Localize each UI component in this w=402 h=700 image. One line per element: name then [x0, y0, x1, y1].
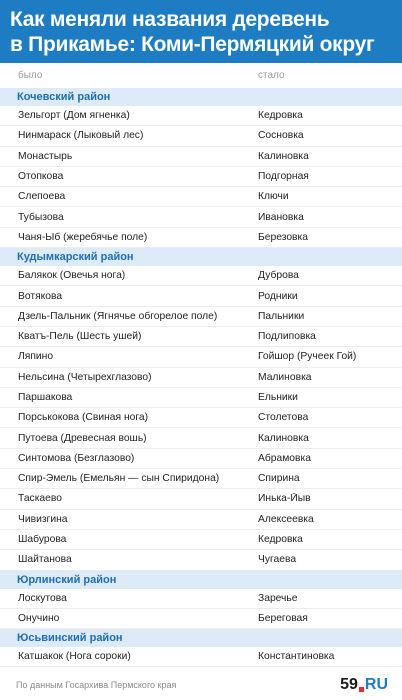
column-before-label: было: [18, 70, 43, 81]
new-name-cell: Подгорная: [258, 171, 309, 183]
new-name-cell: Спирина: [258, 473, 300, 485]
table-row: [0, 530, 402, 550]
old-name-cell: Нинмараск (Лыковый лес): [18, 130, 144, 142]
old-name-cell: Чивизгина: [18, 513, 68, 525]
header: [0, 0, 402, 63]
new-name-cell: Ключи: [258, 191, 289, 203]
new-name-cell: Алексеевка: [258, 513, 314, 525]
new-name-cell: Заречье: [258, 592, 298, 604]
new-name-cell: Береговая: [258, 612, 308, 624]
table-row: [0, 187, 402, 207]
table-row: [0, 327, 402, 347]
old-name-cell: Нельсина (Четырехглазово): [18, 371, 152, 383]
old-name-cell: Вотякова: [18, 290, 63, 302]
new-name-cell: Сосновка: [258, 130, 304, 142]
column-headers: [0, 63, 402, 88]
table-row: [0, 167, 402, 187]
old-name-cell: Зельгорт (Дом ягненка): [18, 110, 130, 122]
table-row: [0, 469, 402, 489]
old-name-cell: Лоскутова: [18, 592, 67, 604]
new-name-cell: Подлиповка: [258, 331, 316, 343]
page-title-line-2: в Прикамье: Коми-Пермяцкий округ: [10, 33, 375, 56]
new-name-cell: Березовка: [258, 231, 308, 243]
villages-table: [0, 88, 402, 667]
section-header: Юсьвинский район: [0, 629, 402, 647]
source-note: По данным Госархива Пермского края: [16, 680, 177, 690]
new-name-cell: Калиновка: [258, 150, 309, 162]
new-name-cell: Калиновка: [258, 432, 309, 444]
table-row: [0, 408, 402, 428]
new-name-cell: Дуброва: [258, 270, 299, 282]
new-name-cell: Ивановка: [258, 211, 304, 223]
old-name-cell: Отопкова: [18, 171, 64, 183]
table-row: [0, 647, 402, 667]
table-row: [0, 147, 402, 167]
old-name-cell: Шабурова: [18, 534, 67, 546]
table-row: [0, 589, 402, 609]
new-name-cell: Инька-Йыв: [258, 493, 311, 505]
old-name-cell: Монастырь: [18, 150, 73, 162]
table-row: [0, 228, 402, 248]
new-name-cell: Константиновка: [258, 651, 335, 663]
table-row: [0, 368, 402, 388]
old-name-cell: Синтомова (Безглазово): [18, 452, 135, 464]
logo-dot: [359, 687, 364, 692]
old-name-cell: Онучино: [18, 612, 60, 624]
old-name-cell: Паршакова: [18, 392, 73, 403]
section-header: Кудымкарский район: [0, 248, 402, 266]
new-name-cell: Гойшор (Ручеек Гой): [258, 351, 357, 363]
table-row: [0, 286, 402, 306]
table-row: [0, 106, 402, 126]
table-row: [0, 449, 402, 469]
old-name-cell: Кватъ-Пель (Шесть ушей): [18, 331, 142, 343]
table-row: [0, 550, 402, 570]
old-name-cell: Чаня-Ыб (жеребячье поле): [18, 231, 148, 243]
old-name-cell: Таскаево: [18, 493, 62, 505]
logo-number: 59: [340, 676, 358, 693]
old-name-cell: Спир-Эмель (Емельян — сын Спиридона): [18, 473, 220, 485]
page-title-line-1: Как меняли названия деревень: [10, 8, 330, 31]
new-name-cell: Малиновка: [258, 371, 312, 383]
new-name-cell: Абрамовка: [258, 452, 311, 464]
section-header: Юрлинский район: [0, 571, 402, 589]
old-name-cell: Тубызова: [18, 211, 64, 223]
table-row: [0, 207, 402, 227]
new-name-cell: Ельники: [258, 392, 298, 403]
new-name-cell: Чугаева: [258, 554, 297, 566]
column-after-label: стало: [258, 70, 285, 81]
table-row: [0, 126, 402, 146]
old-name-cell: Путоева (Древесная вошь): [18, 432, 147, 444]
old-name-cell: Балякок (Овечья нога): [18, 270, 126, 282]
old-name-cell: Порськокова (Свиная нога): [18, 412, 149, 424]
old-name-cell: Катшакок (Нога сороки): [18, 651, 131, 663]
table-row: [0, 609, 402, 629]
section-header: Кочевский район: [0, 88, 402, 106]
old-name-cell: Ляпино: [18, 351, 54, 363]
old-name-cell: Дзель-Пальник (Ягнячье обгорелое поле): [18, 310, 218, 322]
old-name-cell: Слепоева: [18, 191, 66, 203]
table-row: [0, 347, 402, 367]
table-row: [0, 489, 402, 509]
table-row: [0, 266, 402, 286]
table-row: [0, 428, 402, 448]
table-row: [0, 388, 402, 408]
new-name-cell: Кедровка: [258, 534, 303, 546]
footer: [0, 670, 402, 700]
table-row: [0, 510, 402, 530]
new-name-cell: Кедровка: [258, 110, 303, 122]
new-name-cell: Столетова: [258, 412, 309, 424]
table-row: [0, 307, 402, 327]
new-name-cell: Пальники: [258, 310, 305, 322]
logo-suffix: RU: [364, 676, 388, 693]
new-name-cell: Родники: [258, 290, 298, 302]
old-name-cell: Шайтанова: [18, 554, 72, 566]
site-logo: [340, 676, 388, 694]
